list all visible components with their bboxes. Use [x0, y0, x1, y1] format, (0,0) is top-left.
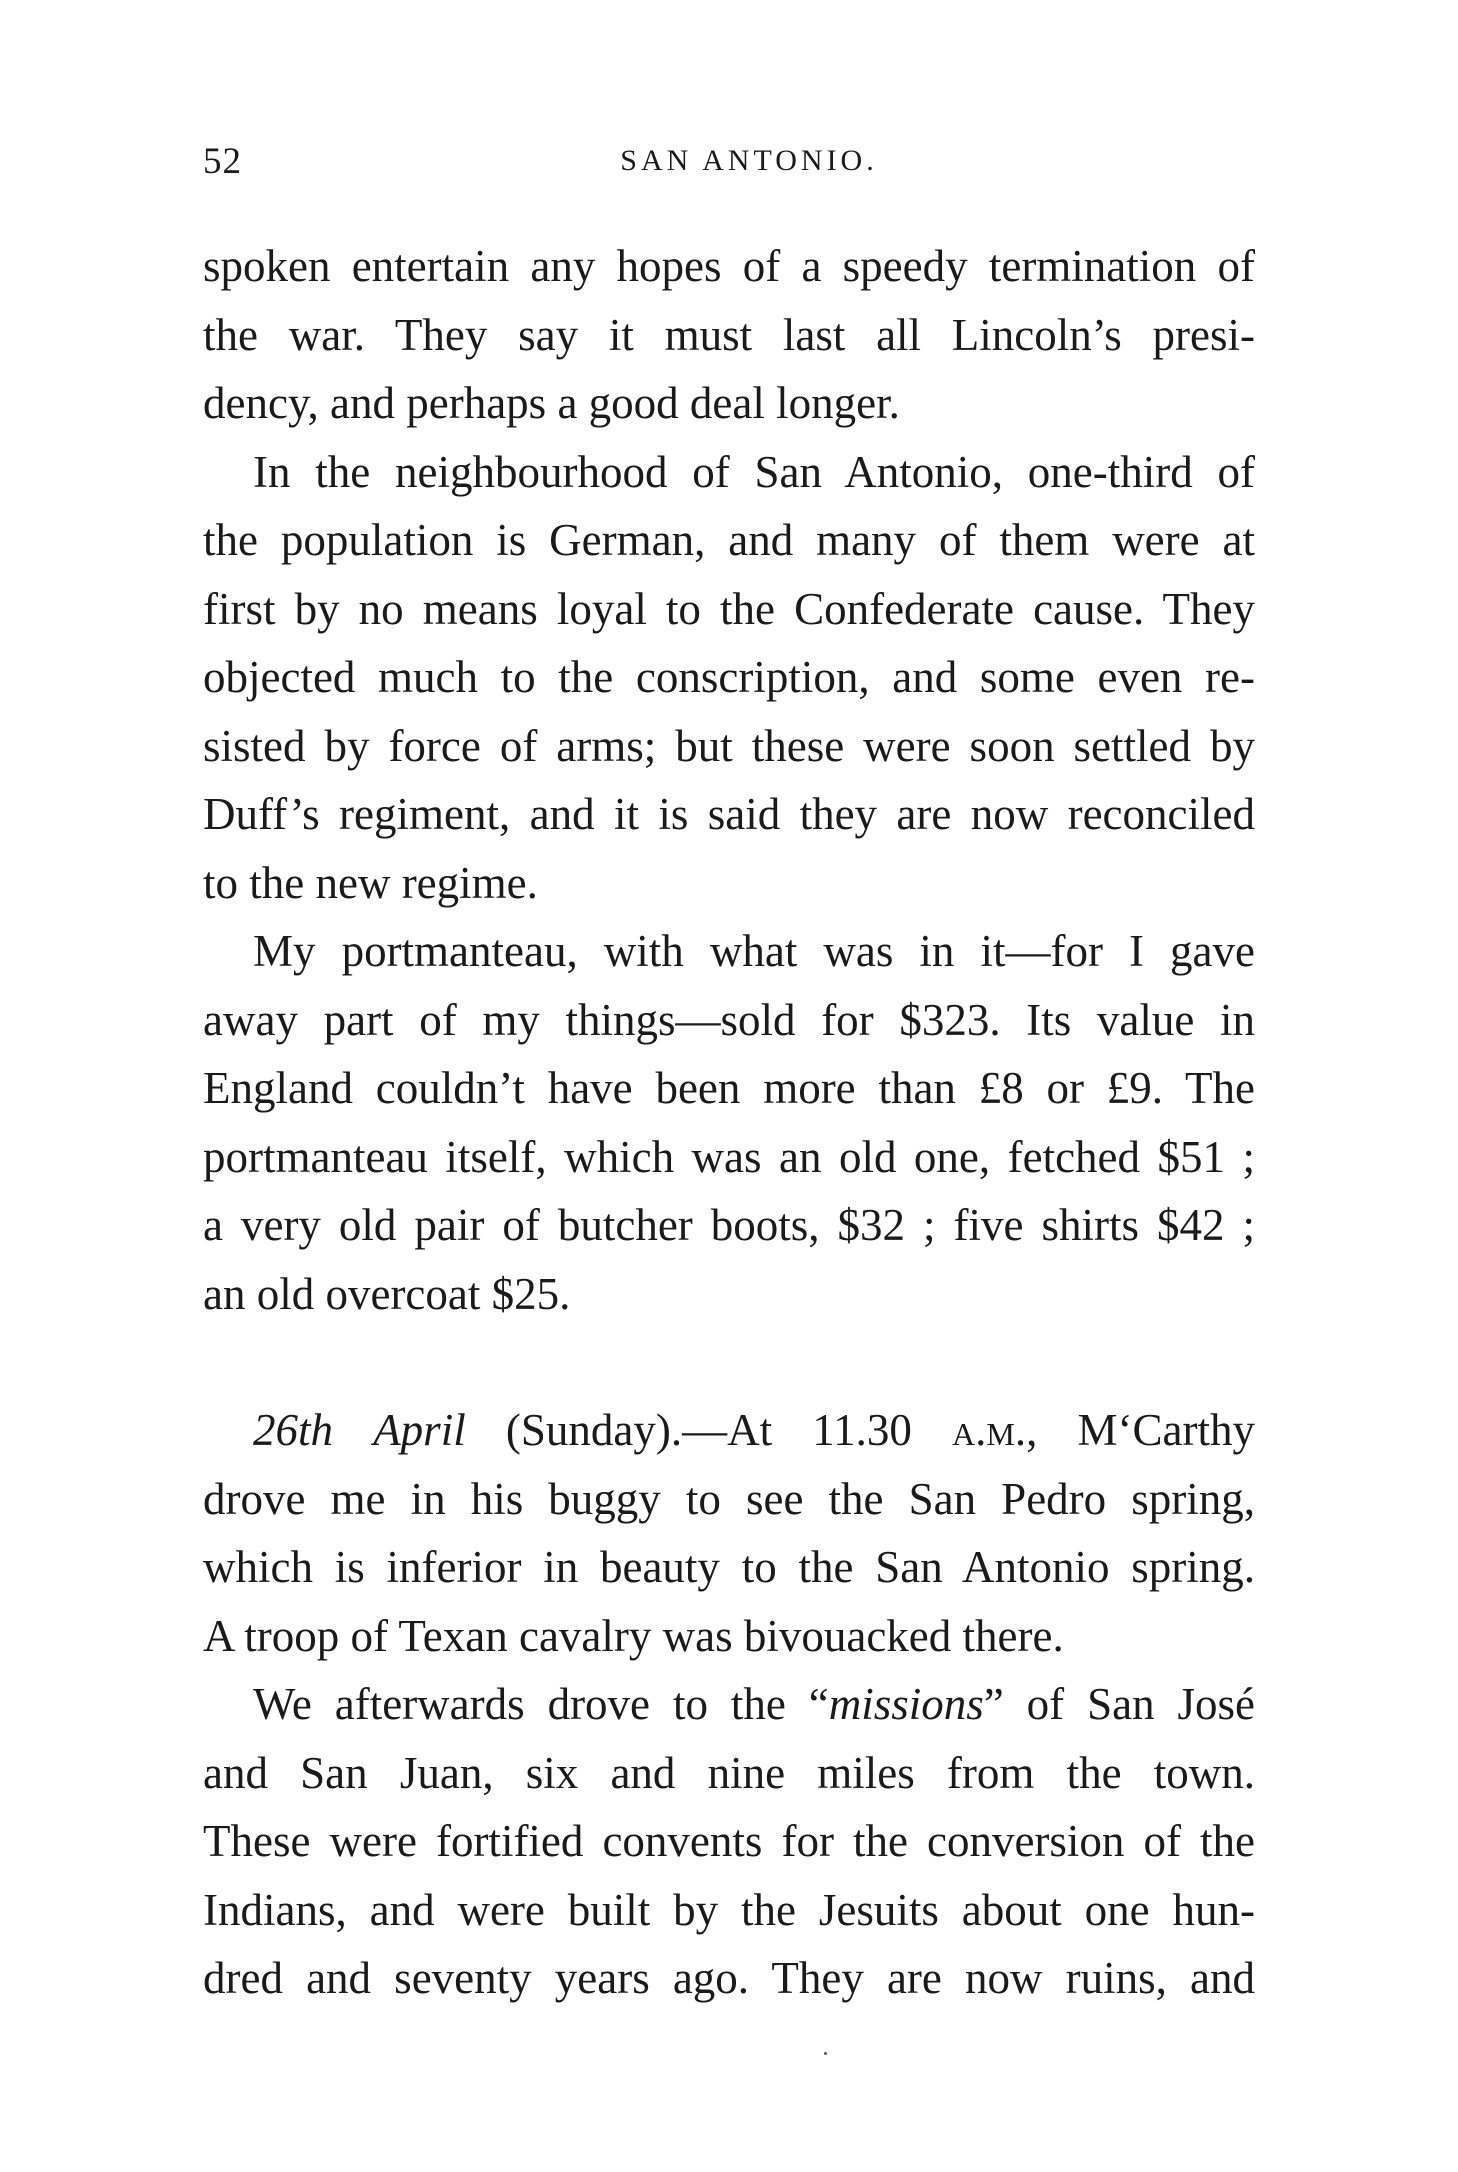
paragraph-3: [203, 917, 1255, 1328]
diary-entry-heading-line: [203, 1396, 1255, 1465]
text-line: a very old pair of butcher boots, $32 ; five shirts $42 ;: [203, 1200, 1255, 1250]
section-gap: [203, 1328, 1255, 1396]
text-line: an old overcoat $25.: [203, 1268, 571, 1319]
text-line: to the new regime.: [203, 857, 538, 908]
text-line: the war. They say it must last all Lincoln’s presi-: [203, 309, 1255, 360]
entry-date-rest: (Sunday).—At 11.30: [505, 1405, 912, 1455]
text-line: spoken entertain any hopes of a speedy termination of: [203, 241, 1255, 291]
text-line: drove me in his buggy to see the San Pedro spring,: [203, 1473, 1255, 1524]
text-line: Indians, and were built by the Jesuits about one hun-: [203, 1884, 1255, 1935]
entry-date-month: April: [373, 1405, 466, 1455]
text-line: In the neighbourhood of San Antonio, one-third of: [253, 446, 1255, 497]
text-line: England couldn’t have been more than £8 or £9. The: [203, 1063, 1255, 1113]
text-line: and San Juan, six and nine miles from the town.: [203, 1747, 1255, 1798]
final-paragraph: [203, 1670, 1255, 2013]
text-line: first by no means loyal to the Confederate cause. They: [203, 583, 1255, 634]
running-title: SAN ANTONIO.: [620, 144, 878, 177]
body-text: [203, 232, 1255, 2013]
text-line: My portmanteau, with what was in it—for I gave: [253, 926, 1255, 976]
text-line: the population is German, and many of them were at: [203, 515, 1255, 565]
text-line: sisted by force of arms; but these were soon settled by: [203, 720, 1255, 771]
line-end: ” of San José: [983, 1679, 1255, 1729]
text-line: which is inferior in beauty to the San Antonio spring.: [203, 1542, 1255, 1592]
entry-date-day: 26th: [253, 1405, 334, 1455]
page-number: 52: [203, 141, 242, 182]
text-line: objected much to the conscription, and some even re-: [203, 652, 1255, 702]
diary-entry: [203, 1396, 1255, 1670]
text-line: dred and seventy years ago. They are now ruins, and: [203, 1953, 1255, 2003]
text-line: Duff’s regiment, and it is said they are now reconciled: [203, 789, 1255, 839]
print-speck: [824, 2052, 827, 2055]
missions-italic: missions: [828, 1679, 984, 1729]
text-line: away part of my things—sold for $323. Its value in: [203, 994, 1255, 1045]
first-line-end: M‘Carthy: [1077, 1405, 1255, 1455]
paragraph-2: [203, 438, 1255, 918]
text-line: A troop of Texan cavalry was bivouacked there.: [203, 1610, 1064, 1661]
page-header: [203, 140, 1255, 190]
final-paragraph-first-line: [203, 1670, 1255, 1739]
paragraph-1: [203, 232, 1255, 438]
text-line: portmanteau itself, which was an old one, fetched $51 ;: [203, 1131, 1255, 1182]
time-suffix: a.m.,: [952, 1405, 1038, 1455]
text-line: These were fortified convents for the conversion of the: [203, 1816, 1255, 1866]
line-start: We afterwards drove to the “: [253, 1679, 829, 1729]
text-line: dency, and perhaps a good deal longer.: [203, 378, 900, 428]
